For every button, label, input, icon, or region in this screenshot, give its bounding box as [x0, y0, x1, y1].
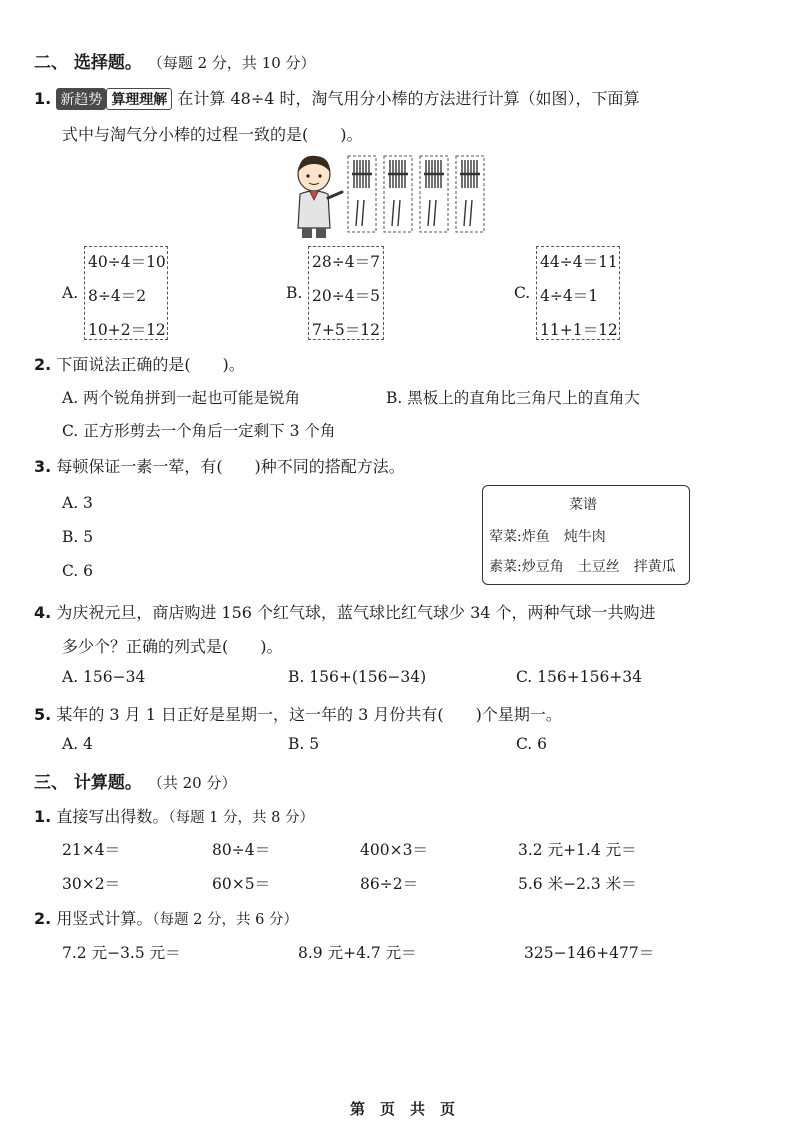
question-text: 每顿保证一素一荤，有( )种不同的搭配方法。: [56, 457, 405, 476]
question-number: 2.: [34, 909, 52, 928]
option-c[interactable]: C. 156+156+34: [516, 668, 643, 686]
option-b[interactable]: B. 5: [62, 528, 94, 546]
question-number: 3.: [34, 457, 52, 476]
vertical-calc-item: 7.2 元−3.5 元＝: [62, 944, 181, 962]
option-c[interactable]: C. 6: [516, 735, 548, 753]
option-b-equation: 28÷4＝7: [312, 253, 380, 271]
question-number: 5.: [34, 705, 52, 724]
section-heading: [34, 48, 316, 73]
question-number: 1.: [34, 807, 52, 826]
section-title: 三、 计算题。: [34, 773, 142, 793]
calc-item: 5.6 米−2.3 米＝: [518, 875, 637, 893]
question-note: （每题 2 分，共 6 分）: [152, 912, 298, 928]
option-a-equation: 10+2＝12: [88, 321, 166, 339]
vertical-calc-item: 8.9 元+4.7 元＝: [298, 944, 417, 962]
option-a-equation: 8÷4＝2: [88, 287, 147, 305]
section-note: （每题 2 分，共 10 分）: [147, 54, 316, 72]
section-title: 二、 选择题。: [34, 53, 142, 73]
question-note: （每题 1 分，共 8 分）: [168, 810, 314, 826]
option-c-equation: 11+1＝12: [540, 321, 618, 339]
option-b[interactable]: B. 156+(156−34): [288, 668, 427, 686]
question-text: 某年的 3 月 1 日正好是星期一，这一年的 3 月份共有( )个星期一。: [56, 705, 562, 724]
option-b[interactable]: B. 5: [288, 735, 320, 753]
menu-box: [482, 485, 690, 585]
question-text: 下面说法正确的是( )。: [56, 355, 245, 374]
question-text: 在计算 48÷4 时，淘气用分小棒的方法进行计算（如图），下面算: [177, 89, 640, 108]
question-text: 直接写出得数。: [56, 807, 169, 826]
boy-icon: [298, 156, 342, 238]
calc-item: 86÷2＝: [360, 875, 419, 893]
calc-item: 30×2＝: [62, 875, 121, 893]
calc-item: 60×5＝: [212, 875, 271, 893]
option-a[interactable]: A. 156−34: [62, 668, 146, 686]
option-a[interactable]: A. 两个锐角拼到一起也可能是锐角: [62, 389, 301, 407]
vertical-calc-item: 325−146+477＝: [524, 944, 655, 962]
option-c-label[interactable]: C.: [514, 284, 531, 302]
calc-item: 400×3＝: [360, 841, 428, 859]
question-5: [34, 702, 562, 725]
option-b[interactable]: B. 黑板上的直角比三角尺上的直角大: [386, 389, 640, 407]
option-a-equation: 40÷4＝10: [88, 253, 166, 271]
section-note: （共 20 分）: [147, 774, 237, 792]
menu-vegetable-dishes: 素菜:炒豆角 土豆丝 拌黄瓜: [489, 559, 676, 575]
section-heading: [34, 768, 236, 793]
option-c[interactable]: C. 正方形剪去一个角后一定剩下 3 个角: [62, 422, 336, 440]
question-4-line-2: 多少个？正确的列式是( )。: [62, 637, 283, 656]
page-footer: 第 页 共 页: [350, 1100, 456, 1118]
option-a[interactable]: A. 4: [62, 735, 93, 753]
calc-item: 21×4＝: [62, 841, 121, 859]
calc-item: 3.2 元+1.4 元＝: [518, 841, 637, 859]
boy-with-sticks-illustration: [290, 152, 490, 240]
calc-question-1: [34, 804, 314, 827]
question-number: 4.: [34, 603, 52, 622]
option-b-equation: 20÷4＝5: [312, 287, 380, 305]
calc-question-2: [34, 906, 298, 929]
question-4-line-1: [34, 600, 656, 623]
question-text: 为庆祝元旦，商店购进 156 个红气球，蓝气球比红气球少 34 个，两种气球一共购进: [56, 603, 656, 622]
option-c[interactable]: C. 6: [62, 562, 94, 580]
question-1-line-1: [34, 86, 640, 110]
question-number: 2.: [34, 355, 52, 374]
option-b-label[interactable]: B.: [286, 284, 303, 302]
concept-tag: 算理理解: [106, 88, 172, 110]
option-b-equation: 7+5＝12: [312, 321, 380, 339]
option-c-equation: 44÷4＝11: [540, 253, 618, 271]
trend-tag: 新趋势: [56, 88, 106, 110]
option-a-label[interactable]: A.: [62, 284, 79, 302]
question-text: 用竖式计算。: [56, 909, 153, 928]
question-1-line-2: 式中与淘气分小棒的过程一致的是( )。: [62, 125, 363, 144]
menu-title: 菜谱: [569, 497, 597, 513]
option-a[interactable]: A. 3: [62, 494, 93, 512]
question-number: 1.: [34, 89, 52, 108]
calc-item: 80÷4＝: [212, 841, 271, 859]
menu-meat-dishes: 荤菜:炸鱼 炖牛肉: [489, 529, 606, 545]
question-2: [34, 352, 245, 375]
question-3: [34, 454, 405, 477]
option-c-equation: 4÷4＝1: [540, 287, 599, 305]
